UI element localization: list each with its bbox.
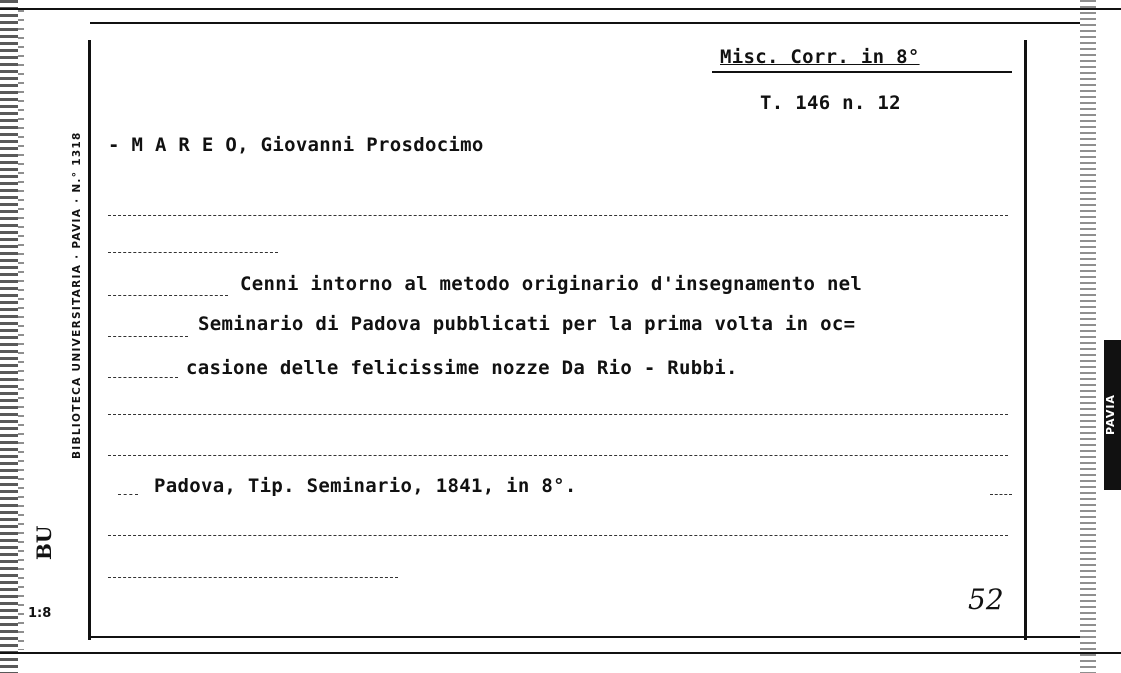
perforated-left-edge [0,0,18,673]
ruled-line [108,414,1008,415]
ruled-line [118,494,138,495]
bottom-border [0,652,1121,654]
ruled-line [108,215,1008,216]
ruled-line [108,577,398,578]
ruled-line [108,535,1008,536]
ruled-line [108,252,278,253]
title-line-3: casione delle felicissime nozze Da Rio - Rubbi. [186,357,738,379]
ruled-line [108,377,178,378]
perforated-right-edge [1080,0,1096,673]
ruled-line [108,455,1008,456]
top-border [0,8,1121,10]
right-edge-text: PAVIA [1104,394,1117,436]
author-heading: - M A R E O, Giovanni Prosdocimo [108,134,484,156]
top-border-inner [90,22,1080,24]
ruled-line [990,494,1012,495]
imprint: Padova, Tip. Seminario, 1841, in 8°. [154,475,577,497]
side-code: 1:8 [28,606,52,621]
ruled-line [108,295,228,296]
ruled-line [108,336,188,337]
right-margin-rule [1024,40,1027,640]
shelfmark: Misc. Corr. in 8° [720,46,920,68]
library-stamp: BIBLIOTECA UNIVERSITARIA · PAVIA · N.° 1318 [71,131,83,459]
bottom-border-inner [90,636,1080,638]
perforated-left-edge-inner [18,10,24,650]
handwritten-number: 52 [968,583,1004,616]
library-logo: BU [32,525,56,560]
title-line-2: Seminario di Padova pubblicati per la prima volta in oc= [198,313,856,335]
shelfmark-rule [712,71,1012,73]
title-line-1: Cenni intorno al metodo originario d'insegnamento nel [240,273,863,295]
volume-number: T. 146 n. 12 [760,92,901,114]
